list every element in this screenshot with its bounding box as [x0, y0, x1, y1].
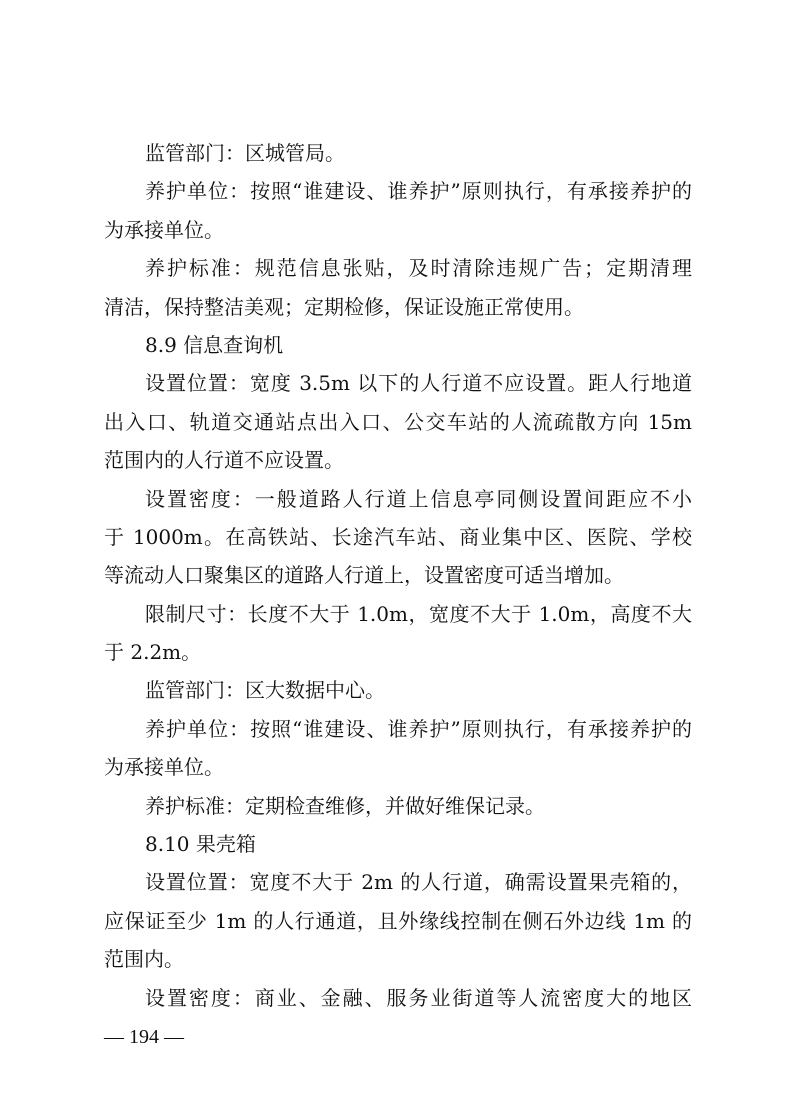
paragraph-line: 监管部门：区大数据中心。 — [145, 678, 385, 703]
paragraph-line: 监管部门：区城管局。 — [145, 141, 345, 165]
paragraph-line: 为承接单位。 — [104, 755, 224, 780]
paragraph-line: 清洁，保持整洁美观；定期检修，保证设施正常使用。 — [104, 294, 584, 319]
paragraph-line: 设置密度：商业、金融、服务业街道等人流密度大的地区 — [145, 985, 692, 1010]
section-heading: 8.9 信息查询机 — [145, 332, 284, 357]
paragraph-line: 范围内。 — [104, 947, 184, 972]
paragraph-line: 养护单位：按照“谁建设、谁养护”原则执行，有承接养护的 — [145, 716, 692, 741]
paragraph-line: 限制尺寸：长度不大于 1.0m，宽度不大于 1.0m，高度不大 — [145, 601, 692, 626]
paragraph-line: 设置位置：宽度不大于 2m 的人行道，确需设置果壳箱的， — [145, 870, 692, 895]
paragraph-line: 出入口、轨道交通站点出入口、公交车站的人流疏散方向 15m — [104, 409, 692, 434]
document-body — [104, 134, 692, 1017]
paragraph-line: 养护标准：定期检查维修，并做好维保记录。 — [145, 793, 545, 818]
paragraph-line: 于 1000m。在高铁站、长途汽车站、商业集中区、医院、学校 — [104, 524, 692, 549]
paragraph-line: 设置位置：宽度 3.5m 以下的人行道不应设置。距人行地道 — [145, 371, 692, 396]
paragraph-line: 等流动人口聚集区的道路人行道上，设置密度可适当增加。 — [104, 563, 624, 588]
paragraph-line: 应保证至少 1m 的人行通道，且外缘线控制在侧石外边线 1m 的 — [104, 908, 692, 933]
paragraph-line: 养护标准：规范信息张贴，及时清除违规广告；定期清理 — [145, 256, 692, 281]
paragraph-line: 范围内的人行道不应设置。 — [104, 448, 344, 473]
paragraph-line: 养护单位：按照“谁建设、谁养护”原则执行，有承接养护的 — [145, 179, 692, 204]
section-heading: 8.10 果壳箱 — [145, 832, 256, 857]
paragraph-line: 于 2.2m。 — [104, 640, 202, 665]
page-number: — 194 — — [104, 1026, 184, 1048]
paragraph-line: 设置密度：一般道路人行道上信息亭同侧设置间距应不小 — [145, 486, 692, 511]
paragraph-line: 为承接单位。 — [104, 217, 224, 242]
